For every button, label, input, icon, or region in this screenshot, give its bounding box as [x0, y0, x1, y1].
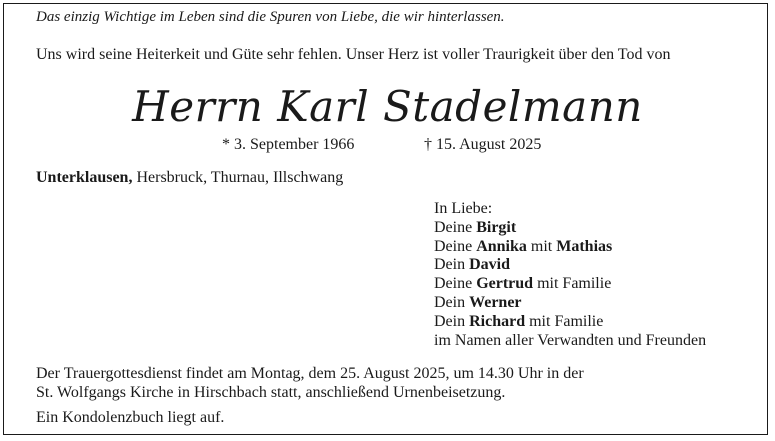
mourner-row: Dein David — [434, 256, 511, 274]
service-line-1: Der Trauergottesdienst findet am Montag, dem 25. August 2025, um 14.30 Uhr in der — [36, 365, 584, 382]
mourner-name: Werner — [469, 293, 522, 311]
mourners-closing: im Namen aller Verwandten und Freunden — [434, 331, 707, 349]
mourner-row: Deine Annika mit Mathias — [434, 237, 613, 255]
mourner-row: Deine Birgit — [434, 218, 517, 236]
service-line-2: St. Wolfgangs Kirche in Hirschbach statt, anschließend Urnenbeisetzung. — [36, 384, 506, 401]
mourner-name: Mathias — [556, 237, 613, 255]
intro-text: Uns wird seine Heiterkeit und Güte sehr fehlen. Unser Herz ist voller Traurigkeit über den Tod von — [36, 46, 671, 63]
mourner-row: Dein Richard mit Familie — [434, 312, 604, 330]
death-date: † 15. August 2025 — [424, 136, 542, 153]
mourner-name: Birgit — [476, 218, 517, 236]
mourners-heading: In Liebe: — [434, 200, 493, 217]
mourner-name: Gertrud — [476, 275, 534, 293]
mourner-name: Annika — [476, 237, 527, 255]
mourner-name: David — [469, 256, 511, 274]
mourner-row: Dein Werner — [434, 293, 522, 311]
motto-quote: Das einzig Wichtige im Leben sind die Spuren von Liebe, die wir hinterlassen. — [36, 9, 505, 25]
mourners-list — [434, 200, 706, 350]
mourner-name: Richard — [469, 312, 526, 330]
birth-date: * 3. September 1966 — [222, 136, 355, 153]
condolence-note: Ein Kondolenzbuch liegt auf. — [36, 409, 225, 426]
place-others: Hersbruck, Thurnau, Illschwang — [132, 169, 344, 186]
mourner-row: Deine Gertrud mit Familie — [434, 275, 612, 293]
service-info — [36, 364, 584, 402]
place-primary: Unterklausen, — [36, 169, 133, 186]
places-line — [36, 169, 343, 187]
deceased-name: Herrn Karl Stadelmann — [132, 82, 643, 131]
